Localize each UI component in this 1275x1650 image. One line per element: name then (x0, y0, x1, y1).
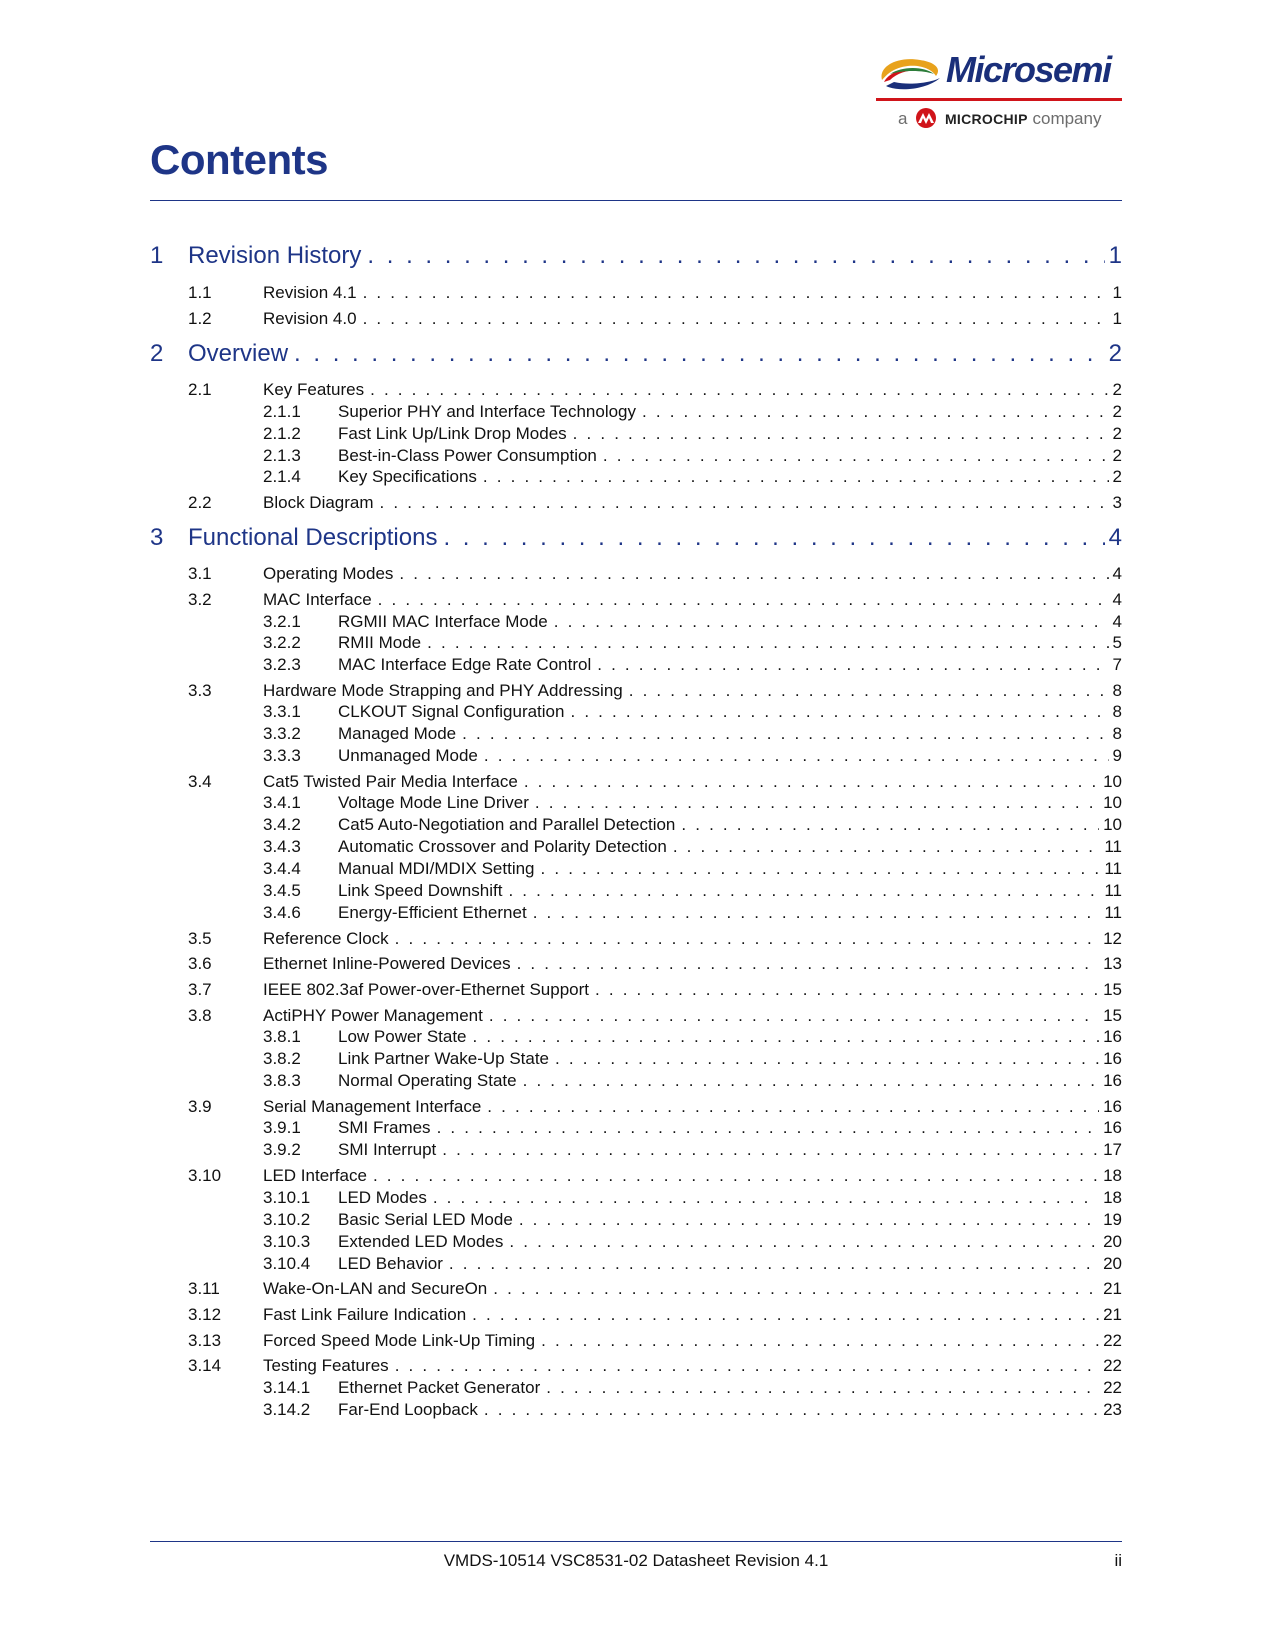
toc-entry[interactable] (150, 1305, 1122, 1331)
toc-entry-number: 3.4.1 (263, 793, 301, 812)
toc-entry-number: 3.4.4 (263, 859, 301, 878)
microsemi-logo (876, 50, 1122, 140)
toc-entry-number: 3.2 (188, 590, 212, 609)
toc-entry-number: 1.1 (188, 283, 212, 302)
toc-entry-page: 22 (1103, 1331, 1122, 1350)
toc-entry-title: MAC Interface Edge Rate Control (338, 655, 592, 674)
toc-entry[interactable] (150, 1400, 1122, 1426)
toc-entry-title: RGMII MAC Interface Mode (338, 612, 548, 631)
toc-entry[interactable] (150, 1279, 1122, 1305)
toc-entry-number: 3.9.2 (263, 1140, 301, 1159)
footer-page-number: ii (1114, 1551, 1122, 1570)
toc-leader-dots (462, 724, 1108, 744)
toc-entry-page: 11 (1104, 903, 1122, 922)
toc-entry[interactable] (150, 1254, 1122, 1280)
toc-entry-title: Overview (188, 340, 289, 367)
toc-leader-dots (442, 1140, 1099, 1160)
toc-entry-number: 3.2.2 (263, 633, 301, 652)
toc-leader-dots (399, 564, 1108, 584)
toc-leader-dots (570, 702, 1108, 722)
toc-entry-title: Managed Mode (338, 724, 457, 743)
toc-leader-dots (555, 1049, 1099, 1069)
toc-leader-dots (573, 424, 1109, 444)
toc-leader-dots (541, 859, 1101, 879)
toc-entry-title: RMII Mode (338, 633, 422, 652)
footer-divider (150, 1541, 1122, 1542)
toc-entry-page: 12 (1103, 929, 1122, 948)
toc-entry-title: CLKOUT Signal Configuration (338, 702, 565, 721)
toc-entry-page: 16 (1103, 1071, 1122, 1090)
toc-entry-title: Link Speed Downshift (338, 881, 503, 900)
toc-entry-number: 3.6 (188, 954, 212, 973)
page-title: Contents (150, 136, 328, 183)
toc-entry-title: Cat5 Auto-Negotiation and Parallel Detection (338, 815, 676, 834)
toc-entry-page: 4 (1112, 564, 1122, 583)
toc-entry-number: 2.1.2 (263, 424, 301, 443)
toc-entry-number: 1 (150, 242, 164, 269)
toc-entry-title: Functional Descriptions (188, 524, 438, 551)
toc-entry-page: 21 (1103, 1279, 1122, 1298)
toc-entry-number: 3.10.3 (263, 1232, 311, 1251)
toc-entry-number: 3.3.3 (263, 746, 301, 765)
toc-entry-number: 2.2 (188, 493, 212, 512)
toc-entry-page: 16 (1103, 1027, 1122, 1046)
toc-leader-dots (524, 772, 1099, 792)
toc-leader-dots (642, 402, 1109, 422)
toc-entry-page: 16 (1103, 1049, 1122, 1068)
toc-entry-number: 3 (150, 524, 164, 551)
toc-leader-dots (433, 1188, 1099, 1208)
toc-entry-title: Best-in-Class Power Consumption (338, 446, 597, 465)
toc-leader-dots (554, 612, 1109, 632)
toc-entry-title: Reference Clock (263, 929, 389, 948)
toc-entry-page: 2 (1112, 424, 1122, 443)
logo-tagline-prefix: a (898, 109, 908, 128)
toc-entry-title: Forced Speed Mode Link-Up Timing (263, 1331, 536, 1350)
toc-leader-dots (546, 1378, 1099, 1398)
toc-leader-dots (523, 1071, 1099, 1091)
toc-leader-dots (535, 793, 1099, 813)
title-divider (150, 200, 1122, 201)
toc-entry-title: Testing Features (263, 1356, 389, 1375)
toc-entry-number: 3.1 (188, 564, 212, 583)
toc-entry-title: SMI Frames (338, 1118, 431, 1137)
toc-entry[interactable] (150, 746, 1122, 772)
toc-entry-number: 2.1.4 (263, 467, 301, 486)
toc-entry[interactable] (150, 493, 1122, 519)
toc-entry-page: 4 (1112, 590, 1122, 609)
toc-entry-page: 15 (1103, 980, 1122, 999)
toc-entry-page: 7 (1112, 655, 1122, 674)
toc-entry-page: 22 (1103, 1378, 1122, 1397)
toc-leader-dots (541, 1331, 1099, 1351)
toc-entry-number: 3.5 (188, 929, 212, 948)
toc-entry-number: 3.4.2 (263, 815, 301, 834)
toc-entry-page: 23 (1103, 1400, 1122, 1419)
toc-entry-page: 8 (1112, 681, 1122, 700)
toc-leader-dots (395, 929, 1099, 949)
toc-entry-title: Revision 4.1 (263, 283, 357, 302)
toc-leader-dots (603, 446, 1109, 466)
toc-entry-title: LED Behavior (338, 1254, 443, 1273)
toc-entry[interactable] (150, 954, 1122, 980)
toc-entry-title: Superior PHY and Interface Technology (338, 402, 637, 421)
toc-entry-page: 19 (1103, 1210, 1122, 1229)
toc-entry-number: 3.4.3 (263, 837, 301, 856)
toc-leader-dots (533, 903, 1101, 923)
toc-entry-page: 8 (1112, 724, 1122, 743)
toc-entry-title: Normal Operating State (338, 1071, 517, 1090)
toc-entry-number: 3.3.1 (263, 702, 301, 721)
toc-entry-number: 3.10.2 (263, 1210, 311, 1229)
logo-wordmark: Microsemi (946, 49, 1111, 90)
toc-entry[interactable] (150, 1140, 1122, 1166)
toc-entry-title: Basic Serial LED Mode (338, 1210, 513, 1229)
toc-leader-dots (378, 590, 1109, 610)
toc-entry-title: ActiPHY Power Management (263, 1006, 483, 1025)
toc-entry-title: Extended LED Modes (338, 1232, 504, 1251)
toc-leader-dots (363, 283, 1109, 303)
toc-leader-dots (517, 954, 1100, 974)
toc-entry-number: 3.8 (188, 1006, 212, 1025)
toc-leader-dots (367, 242, 1104, 270)
toc-entry-title: Ethernet Inline-Powered Devices (263, 954, 511, 973)
toc-entry-page: 2 (1112, 446, 1122, 465)
toc-leader-dots (472, 1305, 1099, 1325)
toc-leader-dots (519, 1210, 1099, 1230)
toc-leader-dots (629, 681, 1109, 701)
toc-entry-number: 3.2.1 (263, 612, 301, 631)
toc-entry-title: Fast Link Failure Indication (263, 1305, 467, 1324)
toc-entry-title: Revision History (188, 242, 362, 269)
toc-entry-number: 3.9.1 (263, 1118, 301, 1137)
toc-leader-dots (673, 837, 1101, 857)
toc-leader-dots (595, 980, 1099, 1000)
toc-entry-title: Energy-Efficient Ethernet (338, 903, 527, 922)
toc-entry-page: 11 (1104, 881, 1122, 900)
toc-entry-page: 5 (1112, 633, 1122, 652)
toc-leader-dots (493, 1279, 1099, 1299)
toc-entry-number: 3.14.2 (263, 1400, 311, 1419)
toc-entry-number: 3.13 (188, 1331, 222, 1350)
toc-entry-title: LED Modes (338, 1188, 427, 1207)
toc-entry[interactable] (150, 1071, 1122, 1097)
toc-leader-dots (487, 1097, 1099, 1117)
toc-entry-title: Block Diagram (263, 493, 374, 512)
logo-tagline-brand: MICROCHIP (944, 111, 1028, 127)
footer-document-id: VMDS-10514 VSC8531-02 Datasheet Revision 4.1 (443, 1551, 829, 1570)
toc-entry-page: 20 (1103, 1254, 1122, 1273)
toc-entry-number: 2.1.1 (263, 402, 301, 421)
toc-entry-number: 3.14.1 (263, 1378, 311, 1397)
toc-leader-dots (395, 1356, 1099, 1376)
toc-entry-page: 2 (1112, 380, 1122, 399)
toc-entry-title: MAC Interface (263, 590, 372, 609)
toc-leader-dots (294, 340, 1105, 368)
toc-entry-title: Unmanaged Mode (338, 746, 478, 765)
toc-entry-number: 3.4.5 (263, 881, 301, 900)
logo-divider (876, 98, 1122, 101)
toc-entry-page: 4 (1108, 524, 1122, 551)
toc-entry-number: 2 (150, 340, 164, 367)
toc-entry-page: 2 (1112, 402, 1122, 421)
toc-leader-dots (427, 633, 1108, 653)
toc-entry[interactable] (150, 242, 1122, 274)
toc-entry-title: Voltage Mode Line Driver (338, 793, 529, 812)
toc-entry-page: 18 (1103, 1188, 1122, 1207)
toc-entry-title: Low Power State (338, 1027, 467, 1046)
toc-entry-number: 3.4.6 (263, 903, 301, 922)
toc-entry-page: 10 (1103, 772, 1122, 791)
toc-leader-dots (373, 1166, 1099, 1186)
toc-leader-dots (473, 1027, 1100, 1047)
toc-entry-title: Serial Management Interface (263, 1097, 482, 1116)
toc-entry-number: 3.10 (188, 1166, 222, 1185)
toc-entry-number: 3.7 (188, 980, 212, 999)
logo-tagline (898, 108, 1101, 129)
toc-entry-page: 1 (1108, 242, 1122, 269)
toc-entry-page: 16 (1103, 1118, 1122, 1137)
toc-entry-page: 1 (1112, 309, 1122, 328)
toc-entry-title: Wake-On-LAN and SecureOn (263, 1279, 488, 1298)
toc-leader-dots (597, 655, 1108, 675)
toc-entry-title: Key Features (263, 380, 365, 399)
toc-entry[interactable] (150, 903, 1122, 929)
toc-entry-title: SMI Interrupt (338, 1140, 437, 1159)
toc-entry-number: 3.4 (188, 772, 212, 791)
toc-leader-dots (484, 1400, 1099, 1420)
toc-entry-page: 11 (1104, 859, 1122, 878)
toc-entry-number: 3.10.4 (263, 1254, 311, 1273)
toc-leader-dots (380, 493, 1109, 513)
toc-entry-title: Cat5 Twisted Pair Media Interface (263, 772, 518, 791)
toc-entry-title: Fast Link Up/Link Drop Modes (338, 424, 567, 443)
toc-entry-number: 3.11 (188, 1279, 220, 1298)
toc-entry-title: Automatic Crossover and Polarity Detection (338, 837, 667, 856)
toc-entry-title: Link Partner Wake-Up State (338, 1049, 550, 1068)
toc-entry-page: 2 (1108, 340, 1122, 367)
toc-entry[interactable] (150, 1331, 1122, 1357)
toc-entry-page: 4 (1112, 612, 1122, 631)
toc-entry[interactable] (150, 655, 1122, 681)
toc-leader-dots (681, 815, 1099, 835)
toc-entry-title: IEEE 802.3af Power-over-Ethernet Support (263, 980, 590, 999)
toc-entry-page: 8 (1112, 702, 1122, 721)
toc-entry-title: Key Specifications (338, 467, 477, 486)
microchip-icon (914, 108, 938, 128)
toc-entry[interactable] (150, 524, 1122, 556)
toc-entry[interactable] (150, 467, 1122, 493)
toc-entry-page: 16 (1103, 1097, 1122, 1116)
toc-leader-dots (370, 380, 1108, 400)
toc-leader-dots (443, 524, 1104, 552)
logo-tagline-suffix: company (1032, 109, 1102, 128)
toc-entry-page: 15 (1103, 1006, 1122, 1025)
toc-leader-dots (363, 309, 1109, 329)
toc-entry-page: 1 (1112, 283, 1122, 302)
toc-entry-title: Manual MDI/MDIX Setting (338, 859, 535, 878)
toc-leader-dots (483, 467, 1109, 487)
toc-leader-dots (489, 1006, 1099, 1026)
toc-entry-number: 2.1 (188, 380, 212, 399)
toc-entry[interactable] (150, 929, 1122, 955)
toc-entry-number: 3.8.1 (263, 1027, 301, 1046)
toc-entry-title: Hardware Mode Strapping and PHY Addressing (263, 681, 623, 700)
toc-entry-page: 2 (1112, 467, 1122, 486)
toc-entry[interactable] (150, 340, 1122, 372)
toc-entry-page: 20 (1103, 1232, 1122, 1251)
toc-leader-dots (484, 746, 1109, 766)
toc-entry-page: 17 (1103, 1140, 1122, 1159)
toc-entry-title: Far-End Loopback (338, 1400, 478, 1419)
toc-entry[interactable] (150, 283, 1122, 309)
toc-entry-number: 3.2.3 (263, 655, 301, 674)
toc-entry-page: 21 (1103, 1305, 1122, 1324)
toc-leader-dots (437, 1118, 1100, 1138)
toc-entry-page: 18 (1103, 1166, 1122, 1185)
toc-leader-dots (449, 1254, 1099, 1274)
toc-entry-page: 10 (1103, 815, 1122, 834)
toc-entry-title: Ethernet Packet Generator (338, 1378, 541, 1397)
toc-entry-title: LED Interface (263, 1166, 367, 1185)
toc-entry-number: 3.3 (188, 681, 212, 700)
toc-entry-page: 10 (1103, 793, 1122, 812)
toc-entry-title: Revision 4.0 (263, 309, 357, 328)
toc-entry-page: 11 (1104, 837, 1122, 856)
toc-entry-number: 3.8.2 (263, 1049, 301, 1068)
toc-entry-number: 3.10.1 (263, 1188, 311, 1207)
toc-entry-page: 3 (1112, 493, 1122, 512)
toc-entry-page: 9 (1112, 746, 1122, 765)
toc-entry[interactable] (150, 564, 1122, 590)
toc-entry-number: 3.8.3 (263, 1071, 301, 1090)
toc-entry-title: Operating Modes (263, 564, 394, 583)
toc-leader-dots (509, 1232, 1099, 1252)
toc-entry-number: 1.2 (188, 309, 212, 328)
toc-entry-number: 3.3.2 (263, 724, 301, 743)
toc-entry-number: 3.12 (188, 1305, 222, 1324)
toc-entry-number: 3.14 (188, 1356, 222, 1375)
microsemi-swirl-icon (876, 52, 946, 94)
toc-entry-number: 3.9 (188, 1097, 212, 1116)
toc-entry-page: 13 (1103, 954, 1122, 973)
toc-entry-page: 22 (1103, 1356, 1122, 1375)
toc-entry[interactable] (150, 309, 1122, 335)
toc-entry-number: 2.1.3 (263, 446, 301, 465)
toc-entry[interactable] (150, 980, 1122, 1006)
toc-leader-dots (508, 881, 1100, 901)
